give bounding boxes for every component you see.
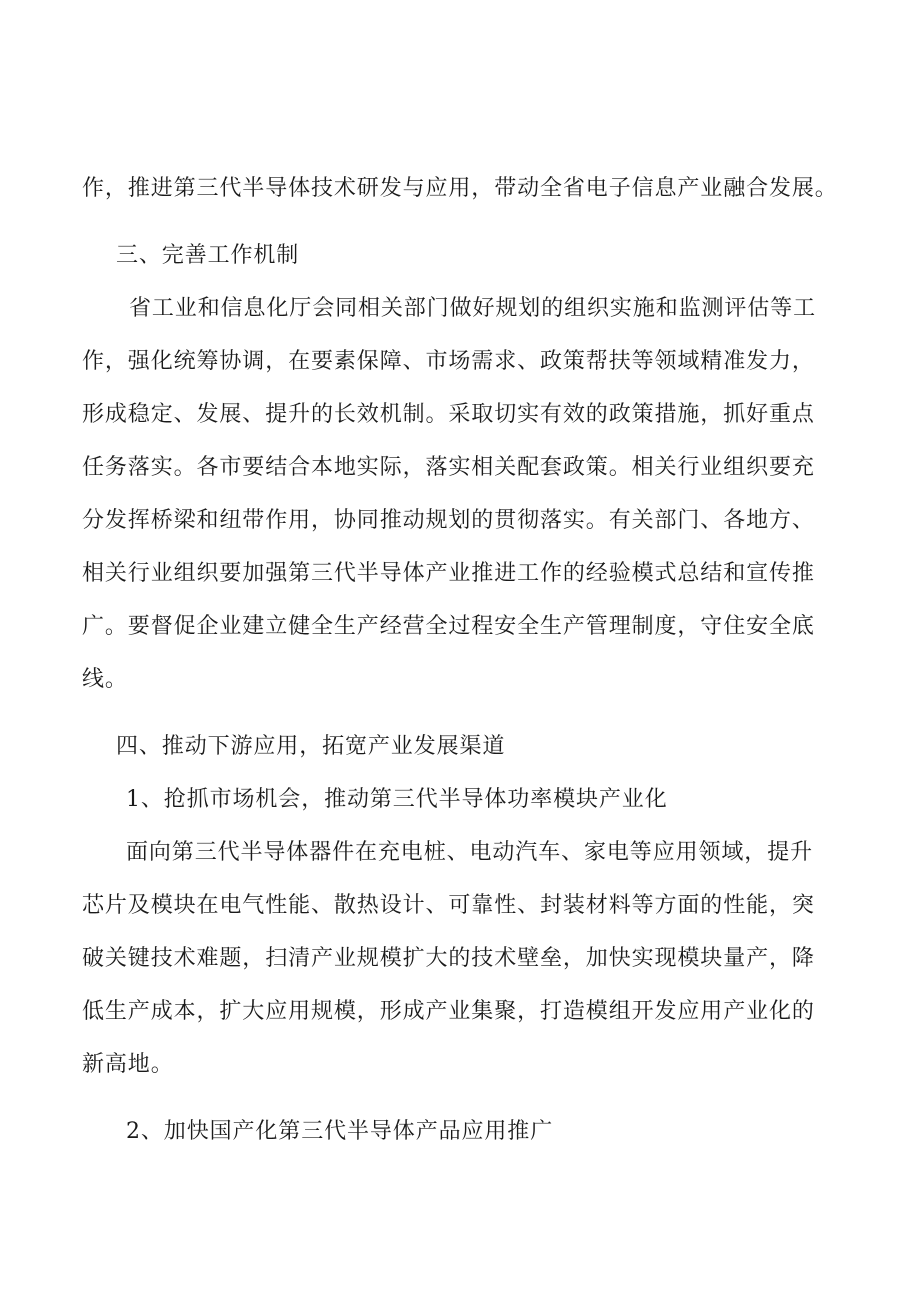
- paragraph-line: 新高地。: [82, 1052, 174, 1077]
- paragraph-line: 线。: [82, 667, 128, 692]
- paragraph-line: 作，强化统筹协调，在要素保障、市场需求、政策帮扶等领域精准发力，: [82, 349, 815, 374]
- paragraph-line: 广。要督促企业建立健全生产经营全过程安全生产管理制度，守住安全底: [82, 614, 815, 639]
- section-heading: 三、完善工作机制: [116, 243, 300, 268]
- subsection-heading: 1、抢抓市场机会，推动第三代半导体功率模块产业化: [126, 787, 668, 812]
- paragraph-line: 相关行业组织要加强第三代半导体产业推进工作的经验模式总结和宣传推: [82, 561, 815, 586]
- paragraph-line: 分发挥桥梁和纽带作用，协同推动规划的贯彻落实。有关部门、各地方、: [82, 508, 815, 533]
- paragraph-line: 任务落实。各市要结合本地实际，落实相关配套政策。相关行业组织要充: [82, 455, 815, 480]
- paragraph-line: 形成稳定、发展、提升的长效机制。采取切实有效的政策措施，抓好重点: [82, 402, 815, 427]
- section-heading: 四、推动下游应用，拓宽产业发展渠道: [116, 734, 506, 759]
- paragraph-line: 破关键技术难题，扫清产业规模扩大的技术壁垒，加快实现模块量产，降: [82, 946, 815, 971]
- paragraph-line: 省工业和信息化厅会同相关部门做好规划的组织实施和监测评估等工: [129, 296, 817, 321]
- paragraph-line: 低生产成本，扩大应用规模，形成产业集聚，打造模组开发应用产业化的: [82, 999, 815, 1024]
- paragraph-line: 芯片及模块在电气性能、散热设计、可靠性、封装材料等方面的性能，突: [82, 893, 815, 918]
- paragraph-line: 面向第三代半导体器件在充电桩、电动汽车、家电等应用领域，提升: [126, 840, 814, 865]
- subsection-heading: 2、加快国产化第三代半导体产品应用推广: [126, 1119, 554, 1144]
- paragraph-line: 作，推进第三代半导体技术研发与应用，带动全省电子信息产业融合发展。: [82, 176, 838, 201]
